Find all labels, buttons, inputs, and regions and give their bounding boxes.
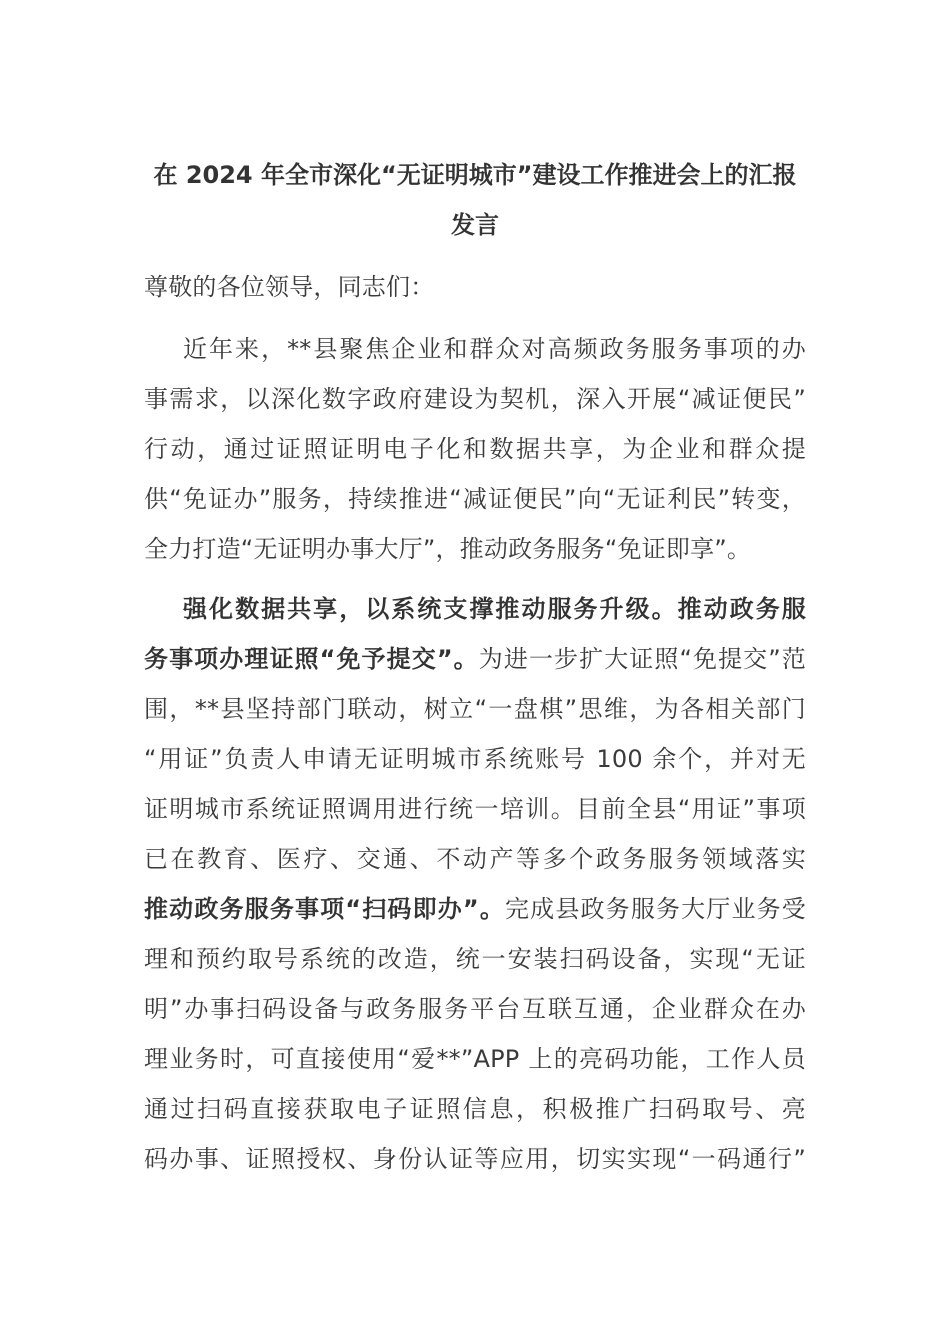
- para3-line-6: 码办事、证照授权、身份认证等应用，切实实现“一码通行”: [144, 1145, 806, 1173]
- para1-line-2: 事需求，以深化数字政府建设为契机，深入开展“减证便民”: [144, 385, 806, 413]
- para3-line-4: 理业务时，可直接使用“爱**”APP 上的亮码功能，工作人员: [144, 1045, 806, 1073]
- para1-line-4: 供“免证办”服务，持续推进“减证便民”向“无证利民”转变，: [144, 485, 806, 513]
- para2-heading-line-2: 务事项办理证照“免予提交”。: [144, 645, 479, 673]
- para3-line-1: [144, 884, 806, 934]
- para2-line-4: “用证”负责人申请无证明城市系统账号 100 余个，并对无: [144, 745, 806, 773]
- para3-heading: 推动政务服务事项“扫码即办”。: [144, 895, 505, 923]
- para2-heading-line-1: 强化数据共享，以系统支撑推动服务升级。推动政务服: [183, 595, 806, 623]
- para1-line-1: 近年来，**县聚焦企业和群众对高频政务服务事项的办: [183, 335, 806, 363]
- para2-line-3: 围，**县坚持部门联动，树立“一盘棋”思维，为各相关部门: [144, 695, 806, 723]
- para1-line-5: 全力打造“无证明办事大厅”，推动政务服务“免证即享”。: [144, 535, 752, 563]
- salutation: 尊敬的各位领导，同志们：: [144, 273, 435, 301]
- para1-line-3: 行动，通过证照证明电子化和数据共享，为企业和群众提: [144, 435, 806, 463]
- para3-line-2: 理和预约取号系统的改造，统一安装扫码设备，实现“无证: [144, 945, 806, 973]
- para3-line-5: 通过扫码直接获取电子证照信息，积极推广扫码取号、亮: [144, 1095, 806, 1123]
- document-title-line-2: 发言: [451, 211, 499, 239]
- para2-line-2-rest: 为进一步扩大证照“免提交”范: [478, 645, 806, 673]
- para3-line-1-rest: 完成县政务服务大厅业务受: [505, 895, 806, 923]
- para3-line-3: 明”办事扫码设备与政务服务平台互联互通，企业群众在办: [144, 995, 806, 1023]
- para2-line-5: 证明城市系统证照调用进行统一培训。目前全县“用证”事项: [144, 795, 806, 823]
- para2-line-2: [144, 634, 806, 684]
- document-title-line-1: 在 2024 年全市深化“无证明城市”建设工作推进会上的汇报: [153, 161, 797, 189]
- para2-line-6: 已在教育、医疗、交通、不动产等多个政务服务领域落实: [144, 845, 806, 873]
